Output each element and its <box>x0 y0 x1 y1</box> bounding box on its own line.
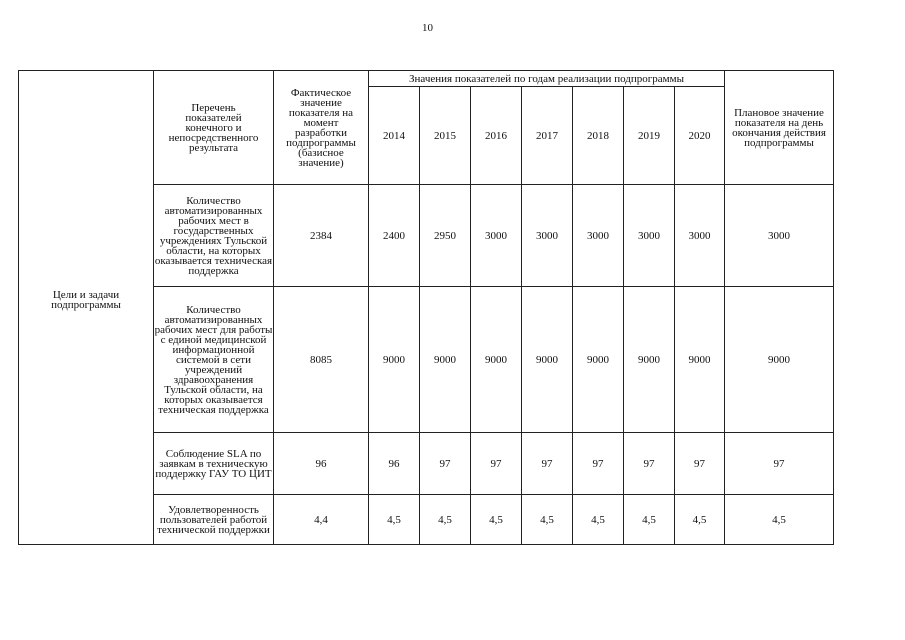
value-cell: 4,5 <box>471 495 522 545</box>
value-cell: 2400 <box>369 185 420 287</box>
baseline-cell: 4,4 <box>274 495 369 545</box>
planned-header: Плановое значение показателя на день окончания действия подпрограммы <box>725 71 834 185</box>
goals-header: Цели и задачи подпрограммы <box>51 288 121 311</box>
planned-cell: 9000 <box>725 287 834 433</box>
value-cell: 97 <box>471 433 522 495</box>
value-cell: 97 <box>675 433 725 495</box>
baseline-header: Фактическое значение показателя на момент разработки подпрограммы (базисное значение) <box>274 71 369 185</box>
indicator-cell: Количество автоматизированных рабочих мест в государственных учреждениях Тульской области, на которых оказывается техническая поддержка <box>154 185 274 287</box>
value-cell: 97 <box>420 433 471 495</box>
planned-cell: 4,5 <box>725 495 834 545</box>
planned-cell: 3000 <box>725 185 834 287</box>
indicators-header: Перечень показателей конечного и непосредственного результата <box>154 71 274 185</box>
value-cell: 9000 <box>675 287 725 433</box>
value-cell: 9000 <box>369 287 420 433</box>
year-header-2020: 2020 <box>675 87 725 185</box>
baseline-cell: 2384 <box>274 185 369 287</box>
indicators-table <box>18 70 834 545</box>
indicator-cell: Количество автоматизированных рабочих мест для работы с единой медицинской информационной системой в сети учреждений здравоохранения Тульской области, на которых оказывается техническая поддержка <box>154 287 274 433</box>
year-header-2018: 2018 <box>573 87 624 185</box>
value-cell: 4,5 <box>624 495 675 545</box>
year-header-2015: 2015 <box>420 87 471 185</box>
value-cell: 4,5 <box>522 495 573 545</box>
value-cell: 9000 <box>624 287 675 433</box>
year-header-2014: 2014 <box>369 87 420 185</box>
value-cell: 3000 <box>573 185 624 287</box>
value-cell: 3000 <box>471 185 522 287</box>
planned-cell: 97 <box>725 433 834 495</box>
value-cell: 3000 <box>522 185 573 287</box>
value-cell: 4,5 <box>573 495 624 545</box>
page-number: 10 <box>422 22 433 34</box>
year-header-2016: 2016 <box>471 87 522 185</box>
value-cell: 2950 <box>420 185 471 287</box>
value-cell: 3000 <box>624 185 675 287</box>
value-cell: 97 <box>522 433 573 495</box>
baseline-cell: 96 <box>274 433 369 495</box>
baseline-cell: 8085 <box>274 287 369 433</box>
value-cell: 97 <box>573 433 624 495</box>
goals-column <box>19 71 154 545</box>
years-group-header: Значения показателей по годам реализации подпрограммы <box>369 71 725 87</box>
value-cell: 4,5 <box>369 495 420 545</box>
value-cell: 9000 <box>471 287 522 433</box>
value-cell: 4,5 <box>420 495 471 545</box>
indicator-cell: Соблюдение SLA по заявкам в техническую поддержку ГАУ ТО ЦИТ <box>154 433 274 495</box>
value-cell: 3000 <box>675 185 725 287</box>
value-cell: 96 <box>369 433 420 495</box>
year-header-2019: 2019 <box>624 87 675 185</box>
value-cell: 9000 <box>522 287 573 433</box>
value-cell: 4,5 <box>675 495 725 545</box>
indicator-cell: Удовлетворенность пользователей работой технической поддержки <box>154 495 274 545</box>
value-cell: 9000 <box>420 287 471 433</box>
year-header-2017: 2017 <box>522 87 573 185</box>
value-cell: 97 <box>624 433 675 495</box>
value-cell: 9000 <box>573 287 624 433</box>
